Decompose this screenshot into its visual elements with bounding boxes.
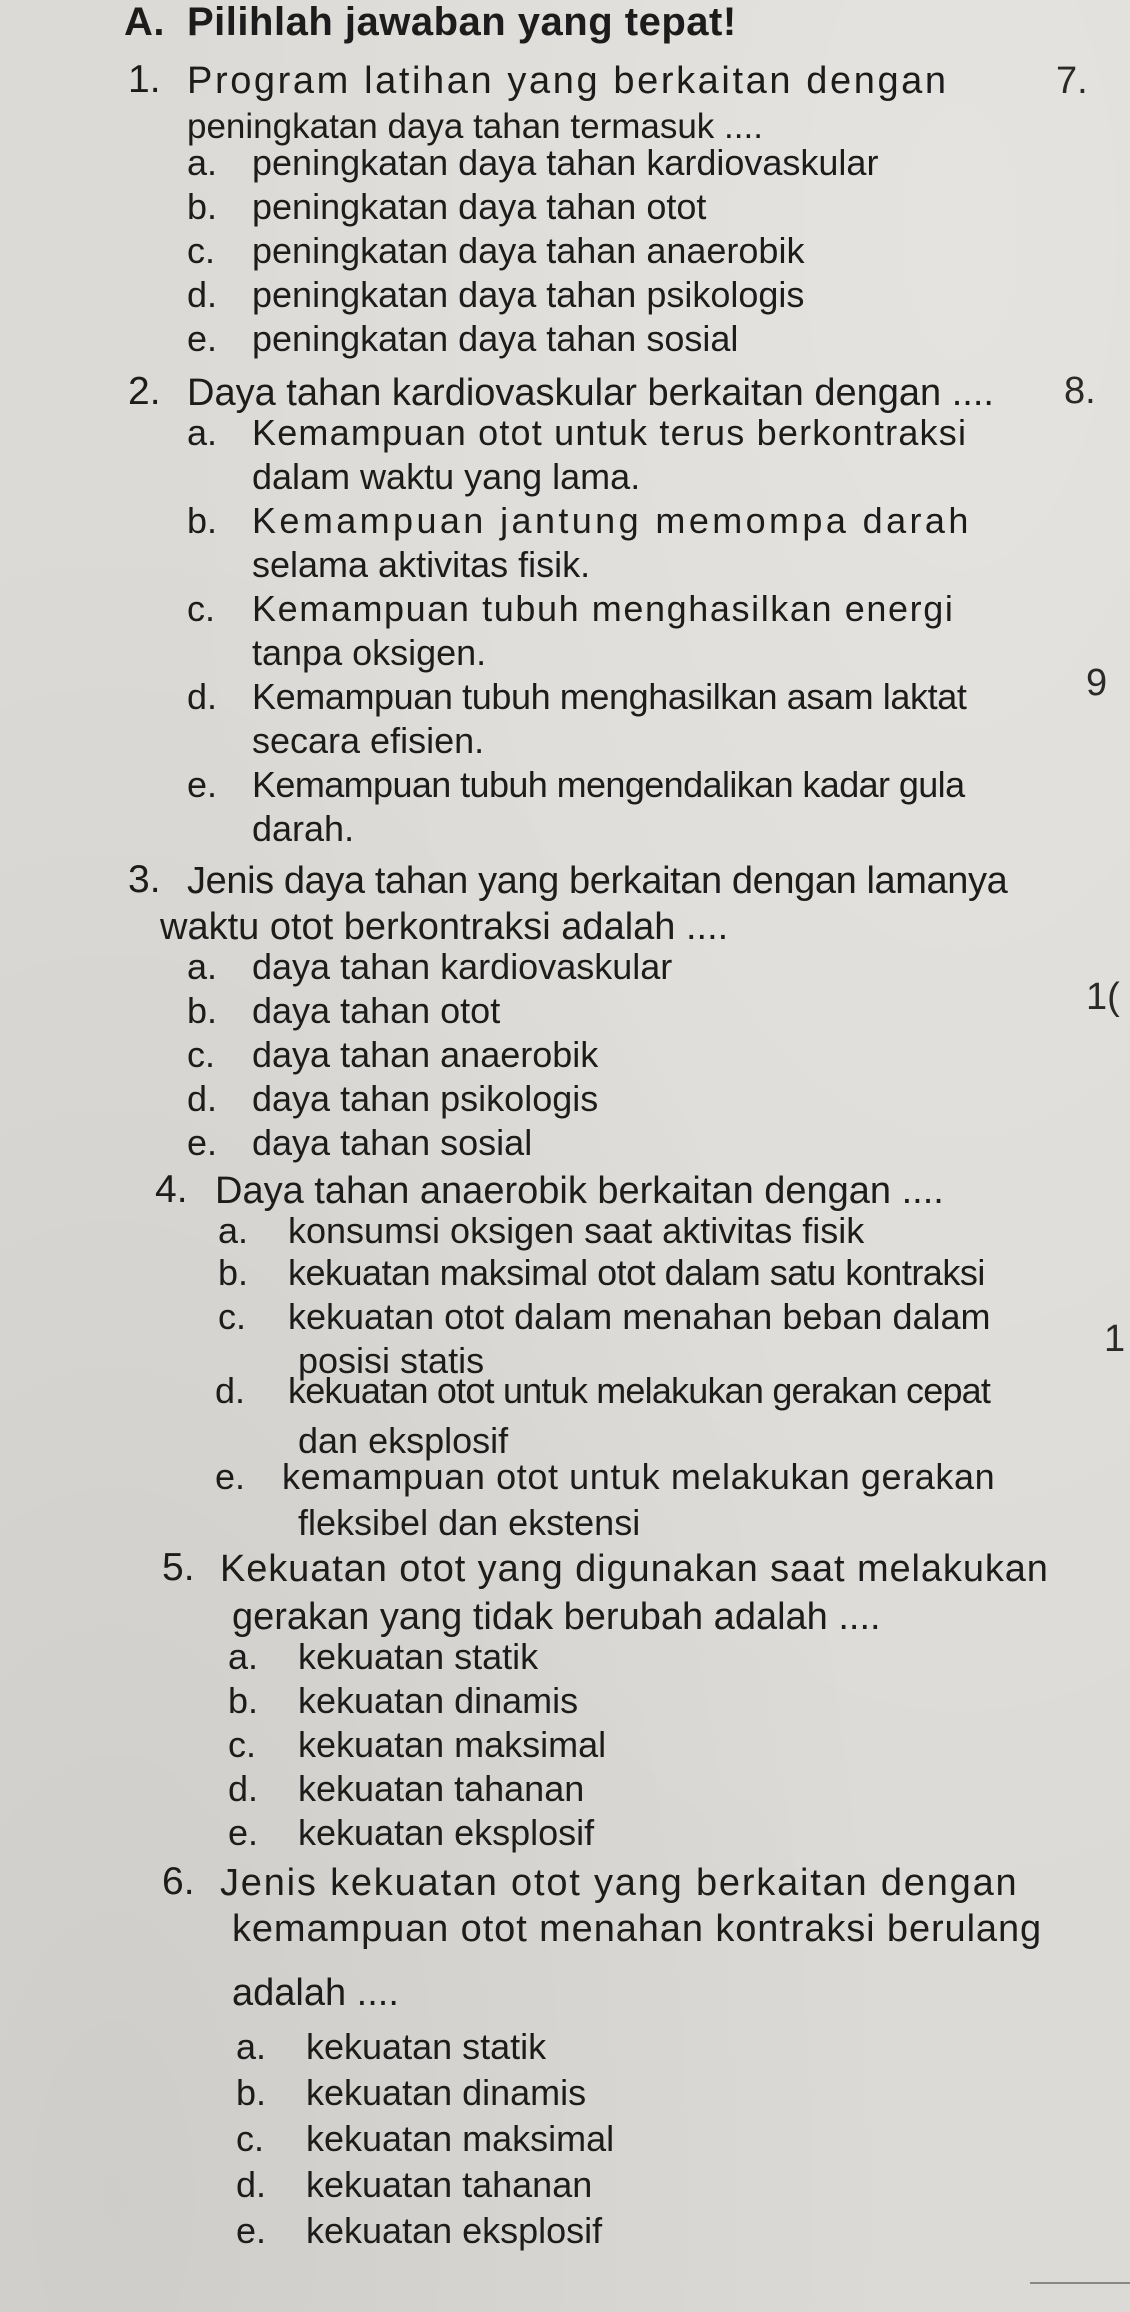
option-letter: b. [228, 1680, 259, 1721]
stem-line: Jenis daya tahan yang berkaitan dengan lamanya [187, 860, 1008, 902]
option-line: dalam waktu yang lama. [252, 456, 641, 497]
stem-line: Kekuatan otot yang digunakan saat melakukan [220, 1548, 1049, 1590]
option-text: daya tahan psikologis [252, 1078, 599, 1119]
option-line: posisi statis [298, 1340, 485, 1381]
option-line: Kemampuan tubuh mengendalikan kadar gula [252, 764, 965, 805]
question-stem [160, 904, 1010, 950]
stem-line: Daya tahan anaerobik berkaitan dengan .... [215, 1170, 944, 1212]
question-number: 2. [128, 370, 161, 413]
option-letter: d. [187, 676, 218, 717]
option-letter: d. [215, 1370, 246, 1411]
option-letter: c. [218, 1296, 247, 1337]
option-line: kekuatan otot dalam menahan beban dalam [288, 1296, 991, 1337]
option-letter: c. [187, 1034, 216, 1075]
option-line: kekuatan maksimal otot dalam satu kontraksi [288, 1252, 985, 1293]
stem-line: Program latihan yang berkaitan dengan [187, 60, 949, 102]
option-text: daya tahan otot [252, 990, 501, 1031]
option-text: peningkatan daya tahan otot [252, 186, 707, 227]
option-line: darah. [252, 808, 355, 849]
stem-line: kemampuan otot menahan kontraksi berulang [232, 1908, 1043, 1950]
question-stem [232, 1594, 1082, 1640]
option-letter: b. [187, 990, 218, 1031]
question-number: 5. [162, 1546, 195, 1589]
option-line: Kemampuan tubuh menghasilkan asam laktat [252, 676, 967, 717]
option-line: Kemampuan otot untuk terus berkontraksi [252, 412, 968, 453]
option-text: daya tahan anaerobik [252, 1034, 599, 1075]
option-letter: d. [228, 1768, 259, 1809]
option-letter: b. [218, 1252, 249, 1293]
option-text: daya tahan kardiovaskular [252, 946, 673, 987]
option-letter: c. [228, 1724, 257, 1765]
option-letter: e. [187, 1122, 218, 1163]
question-stem [187, 370, 1037, 416]
edge-number: 7. [1056, 60, 1088, 102]
option-text: kekuatan tahanan [306, 2164, 593, 2205]
question-stem [220, 1546, 1070, 1592]
option-letter: d. [187, 274, 218, 315]
option-line: kemampuan otot untuk melakukan gerakan [282, 1456, 996, 1497]
question-stem [187, 858, 1037, 904]
option-letter: a. [228, 1636, 259, 1677]
stem-line: peningkatan daya tahan termasuk .... [187, 107, 763, 146]
option-letter: b. [236, 2072, 267, 2113]
stem-line: adalah .... [232, 1972, 399, 2014]
option-letter: a. [187, 142, 218, 183]
section-heading [124, 0, 737, 45]
option-line: Kemampuan tubuh menghasilkan energi [252, 588, 955, 629]
option-line: selama aktivitas fisik. [252, 544, 591, 585]
option-line: tanpa oksigen. [252, 632, 487, 673]
question-stem [215, 1168, 1065, 1214]
option-letter: c. [236, 2118, 265, 2159]
option-line: dan eksplosif [298, 1420, 509, 1461]
option-letter: e. [236, 2210, 267, 2251]
edge-number: 9 [1086, 662, 1108, 704]
option-text: kekuatan dinamis [298, 1680, 579, 1721]
edge-number: 1 [1104, 1318, 1126, 1360]
edge-number: 8. [1064, 370, 1096, 412]
option-text: peningkatan daya tahan psikologis [252, 274, 805, 315]
option-text: daya tahan sosial [252, 1122, 533, 1163]
question-stem [220, 1860, 1070, 1906]
page-edge-line [1030, 2282, 1130, 2284]
option-letter: d. [187, 1078, 218, 1119]
option-line: konsumsi oksigen saat aktivitas fisik [288, 1210, 865, 1251]
question-stem [232, 1970, 1082, 2016]
option-text: kekuatan statik [298, 1636, 539, 1677]
option-letter: d. [236, 2164, 267, 2205]
option-letter: a. [187, 412, 218, 453]
option-letter: e. [187, 318, 218, 359]
section-letter: A. [124, 0, 165, 44]
option-letter: c. [187, 588, 216, 629]
stem-line: gerakan yang tidak berubah adalah .... [232, 1596, 881, 1638]
option-letter: a. [218, 1210, 249, 1251]
option-text: kekuatan dinamis [306, 2072, 587, 2113]
stem-line: waktu otot berkontraksi adalah .... [160, 906, 729, 948]
option-text [252, 412, 967, 454]
option-letter: c. [187, 230, 216, 271]
edge-number: 1( [1086, 976, 1120, 1018]
question-stem [187, 58, 1037, 150]
option-line: fleksibel dan ekstensi [298, 1502, 641, 1543]
option-text: kekuatan maksimal [306, 2118, 615, 2159]
option-letter: e. [215, 1456, 246, 1497]
option-letter: e. [228, 1812, 259, 1853]
question-number: 4. [155, 1168, 188, 1211]
option-text: kekuatan eksplosif [298, 1812, 595, 1853]
stem-line: Jenis kekuatan otot yang berkaitan dengan [220, 1862, 1019, 1904]
question-stem [232, 1906, 1082, 1952]
stem-line: Daya tahan kardiovaskular berkaitan dengan .... [187, 372, 994, 414]
option-letter: a. [187, 946, 218, 987]
option-text: peningkatan daya tahan kardiovaskular [252, 142, 879, 183]
question-number: 6. [162, 1860, 195, 1903]
option-letter: b. [187, 186, 218, 227]
option-text: peningkatan daya tahan sosial [252, 318, 739, 359]
option-letter: e. [187, 764, 218, 805]
option-text: kekuatan statik [306, 2026, 547, 2067]
option-letter: b. [187, 500, 218, 541]
option-line: Kemampuan jantung memompa darah [252, 500, 972, 541]
option-text: kekuatan maksimal [298, 1724, 607, 1765]
option-line: secara efisien. [252, 720, 485, 761]
option-text: peningkatan daya tahan anaerobik [252, 230, 805, 271]
option-letter: a. [236, 2026, 267, 2067]
option-text: kekuatan tahanan [298, 1768, 585, 1809]
question-number: 1. [128, 58, 161, 101]
option-text: kekuatan eksplosif [306, 2210, 603, 2251]
option-line: kekuatan otot untuk melakukan gerakan cepat [288, 1370, 991, 1411]
section-instruction: Pilihlah jawaban yang tepat! [187, 0, 737, 44]
question-number: 3. [128, 858, 161, 901]
